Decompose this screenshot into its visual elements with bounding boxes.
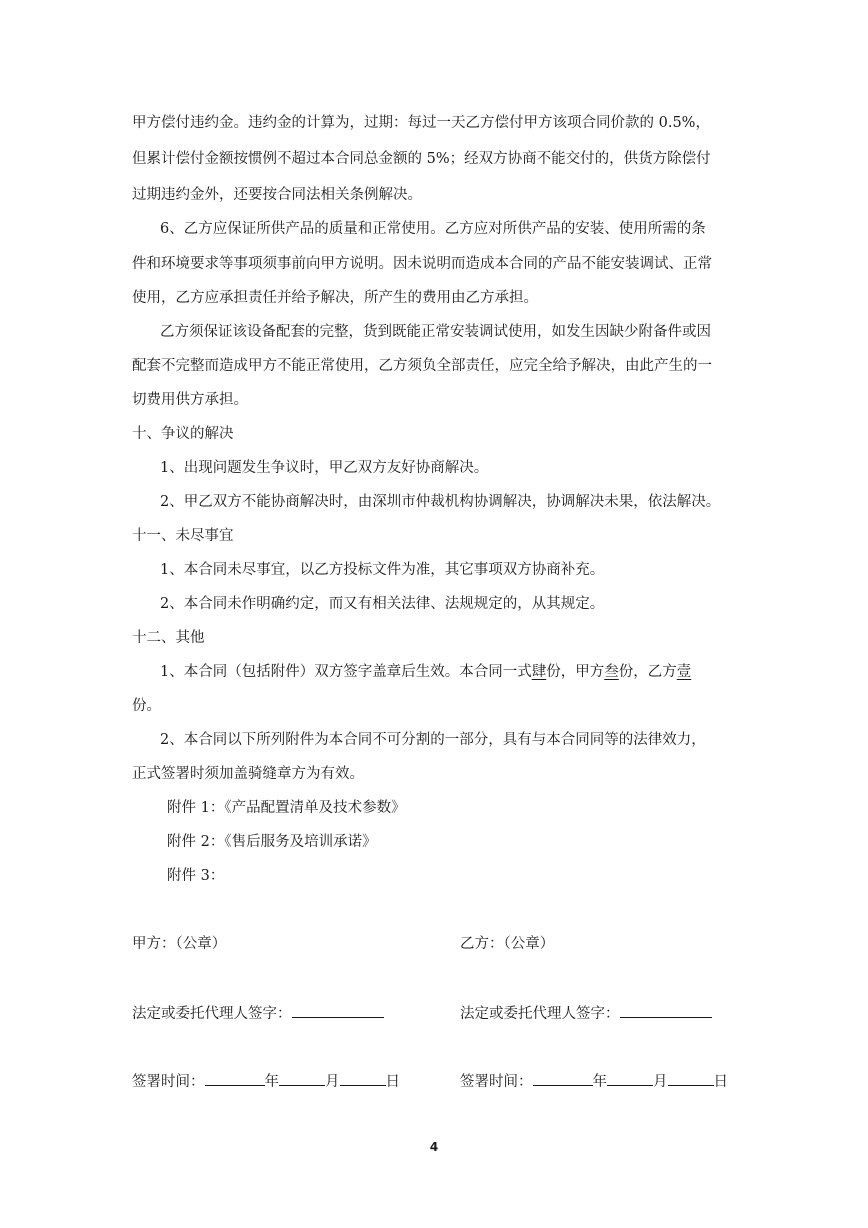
date-label: 签署时间： [460, 1074, 533, 1090]
paragraph-line: 6、乙方应保证所供产品的质量和正常使用。乙方应对所供产品的安装、使用所需的条 [160, 221, 706, 237]
year-label: 年 [592, 1074, 607, 1090]
list-item: 2、本合同未作明确约定，而又有相关法律、法规规定的，从其规定。 [160, 596, 605, 612]
year-label: 年 [264, 1074, 279, 1090]
text-span: 份，乙方 [618, 664, 677, 680]
paragraph-line: 正式签署时须加盖骑缝章方为有效。 [132, 766, 364, 782]
list-item [160, 662, 780, 682]
month-blank [607, 1070, 653, 1086]
party-b-sign-date [460, 1070, 728, 1092]
paragraph-line: 乙方须保证该设备配套的完整，货到既能正常安装调试使用，如发生因缺少附备件或因 [160, 324, 711, 340]
attachment-item: 附件 1：《产品配置清单及技术参数》 [167, 800, 406, 816]
list-item: 1、出现问题发生争议时，甲乙双方友好协商解决。 [160, 460, 489, 476]
page-number: 4 [429, 1140, 439, 1154]
paragraph-line: 使用，乙方应承担责任并给予解决，所产生的费用由乙方承担。 [132, 290, 538, 306]
day-blank [340, 1070, 386, 1086]
month-label: 月 [325, 1074, 340, 1090]
copies-party-a: 叁 [604, 664, 619, 680]
section-heading: 十、争议的解决 [132, 426, 234, 442]
paragraph-line: 过期违约金外，还要按合同法相关条例解决。 [132, 187, 422, 203]
copies-total: 肆 [531, 664, 547, 680]
paragraph-line: 配套不完整而造成甲方不能正常使用，乙方须负全部责任，应完全给予解决，由此产生的一 [132, 358, 712, 374]
party-b-representative [460, 1002, 712, 1024]
day-label: 日 [385, 1074, 400, 1090]
date-label: 签署时间： [132, 1074, 205, 1090]
list-item: 2、甲乙双方不能协商解决时，由深圳市仲裁机构协调解决，协调解决未果，依法解决。 [160, 494, 721, 510]
text-span: 1、本合同（包括附件）双方签字盖章后生效。本合同一式 [160, 664, 532, 680]
section-heading: 十二、其他 [132, 630, 205, 646]
party-a-seal: 甲方：（公章） [132, 936, 227, 952]
attachment-item: 附件 2：《售后服务及培训承诺》 [167, 834, 377, 850]
month-label: 月 [653, 1074, 668, 1090]
rep-label: 法定或委托代理人签字： [132, 1006, 292, 1022]
list-item: 2、本合同以下所列附件为本合同不可分割的一部分，具有与本合同同等的法律效力， [160, 732, 706, 748]
paragraph-line: 切费用供方承担。 [132, 392, 248, 408]
party-a-representative [132, 1002, 384, 1024]
party-b-seal: 乙方：（公章） [460, 936, 555, 952]
year-blank [533, 1070, 593, 1086]
paragraph-line: 件和环境要求等事项须事前向甲方说明。因未说明而造成本合同的产品不能安装调试、正常 [132, 256, 712, 272]
party-a-sign-date [132, 1070, 400, 1092]
day-label: 日 [713, 1074, 728, 1090]
month-blank [279, 1070, 325, 1086]
day-blank [668, 1070, 714, 1086]
text-span: 份，甲方 [546, 664, 605, 680]
paragraph-line: 甲方偿付违约金。违约金的计算为，过期：每过一天乙方偿付甲方该项合同价款的 0.5%， [132, 115, 710, 131]
paragraph-line: 但累计偿付金额按惯例不超过本合同总金额的 5%；经双方协商不能交付的，供货方除偿付 [132, 151, 711, 167]
rep-label: 法定或委托代理人签字： [460, 1006, 620, 1022]
attachment-item: 附件 3： [167, 868, 225, 884]
signature-line [620, 1002, 712, 1018]
copies-party-b: 壹 [676, 664, 692, 680]
list-item: 1、本合同未尽事宜，以乙方投标文件为准，其它事项双方协商补充。 [160, 562, 605, 578]
signature-line [292, 1002, 384, 1018]
paragraph-line: 份。 [132, 698, 161, 714]
section-heading: 十一、未尽事宜 [132, 528, 234, 544]
year-blank [205, 1070, 265, 1086]
